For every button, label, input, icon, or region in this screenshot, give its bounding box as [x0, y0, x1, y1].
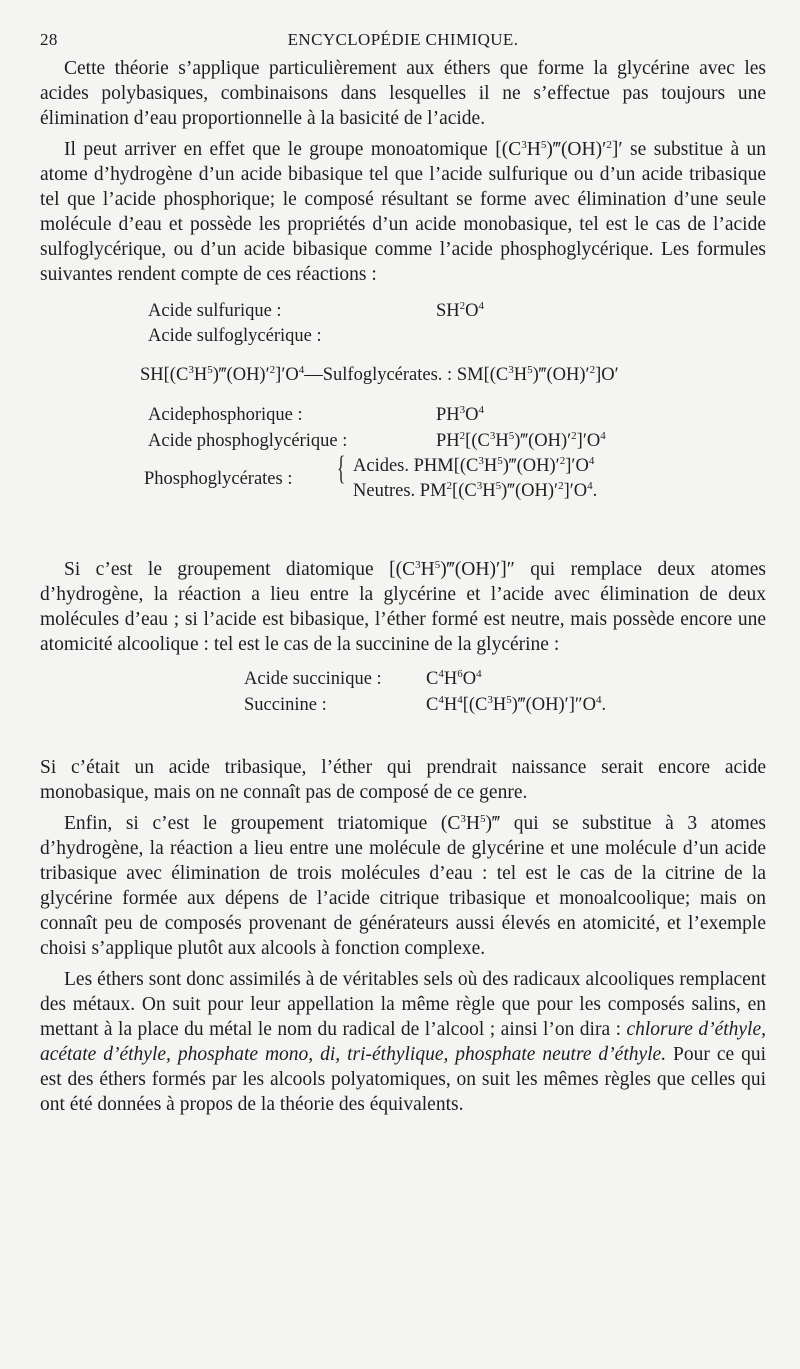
succinic-formulas	[40, 663, 766, 755]
page-number: 28	[40, 30, 58, 49]
paragraph-2: Il peut arriver en effet que le groupe monoatomique $[(C^3H^5)‴(OH)'^2]'$ se substitue à un atome d’hydrogène d’un acide bibasique tel que l’acide sulfurique ou d’un acide tribasique tel que l’acide phosphorique; le composé résultant se forme avec élimination d’une seule molécule d’eau et possède les propriétés d’un acide monobasique, tel est le cas de l’acide sulfoglycérique, ou d’un acide bibasique comme l’acide phosphoglycérique. Les formules suivantes rendent compte de ces réactions :	[40, 139, 766, 285]
formula-sh2o4: $SH^2O^4$	[436, 300, 485, 321]
page-header	[40, 26, 766, 56]
label-acide-phosphoglycerique: Acide phosphoglycérique :	[148, 431, 348, 451]
formula-succinine: $C^4H^4[(C^3H^5)‴(OH)']''O^4$.	[426, 694, 607, 715]
formula-phosphoglycerique: $PH^2[(C^3H^5)‴(OH)'^2]'O^4$	[436, 430, 606, 451]
formula-ph3o4: $PH^3O^4$	[436, 404, 485, 425]
phosphoglycerates-acides: Acides. $PHM[(C^3H^5)‴(OH)'^2]'O^4$	[353, 455, 595, 476]
label-acide-phosphorique: Acidephosphorique :	[148, 405, 303, 425]
label-phosphoglycerates: Phosphoglycérates :	[144, 469, 293, 489]
paragraph-3: Si c’est le groupement diatomique $[(C^3H^5)‴(OH)']''$ qui remplace deux atomes d’hydrogène, la réaction a lieu entre la glycérine et l’acide avec élimination de deux molécules d’eau ; si l’acide est bibasique, l’éther formé est neutre, mais possède encore une atomicité alcoolique : tel est le cas de la succinine de la glycérine :	[40, 559, 766, 655]
page	[40, 26, 766, 1117]
paragraph-1: Cette théorie s’applique particulièrement aux éthers que forme la glycérine avec les acides polybasiques, combinaisons dans lesquelles il ne s’effectue pas toujours une élimination d’eau proportionnelle à la basicité de l’acide.	[40, 58, 766, 129]
paragraph-4: Si c’était un acide tribasique, l’éther qui prendrait naissance serait encore acide monobasique, mais on ne connaît pas de composé de ce genre.	[40, 757, 766, 803]
label-succinine: Succinine :	[244, 695, 327, 715]
brace: {	[337, 450, 346, 487]
label-acide-succinique: Acide succinique :	[244, 669, 382, 689]
sulfoglycerate-line: $SH[(C^3H^5)‴(OH)'^2]'O^4—Sulfoglycérates$. : $SM[(C^3H^5)‴(OH)'^2]O'$	[140, 364, 619, 385]
paragraph-6: Les éthers sont donc assimilés à de véritables sels où des radicaux alcooliques remplacent des métaux. On suit pour leur appellation la même règle que pour les composés salins, en mettant à la place du métal le nom du radical de l’alcool ; ainsi l’on dira : chlorure d’éthyle, acétate d’éthyle, phosphate mono, di, tri-éthylique, phosphate neutre d’éthyle. Pour ce qui est des éthers formés par les alcools polyatomiques, on suit les mêmes règles que celles qui ont été données à propos de la théorie des équivalents.	[40, 969, 767, 1115]
label-acide-sulfoglycerique: Acide sulfoglycérique :	[148, 326, 322, 346]
formula-c4h6o4: $C^4H^6O^4$	[426, 668, 482, 689]
sulfuric-formulas	[40, 295, 766, 557]
label-acide-sulfurique: Acide sulfurique :	[148, 301, 282, 321]
running-title: ENCYCLOPÉDIE CHIMIQUE.	[287, 30, 519, 49]
phosphoglycerates-neutres: Neutres. $PM^2[(C^3H^5)‴(OH)'^2]'O^4$.	[353, 480, 598, 501]
paragraph-5: Enfin, si c’est le groupement triatomique $(C^3H^5)‴$ qui se substitue à 3 atomes d’hydrogène, la réaction a lieu entre une molécule de glycérine et une molécule d’un acide tribasique avec élimination de trois molécules d’eau : tel est le cas de la citrine de la glycérine formée aux dépens de l’acide citrique tribasique et monoalcoolique; mais on connaît peu de composés provenant de générateurs aussi élevés en atomicité, et l’exemple choisi s’applique plutôt aux alcools à fonction complexe.	[40, 813, 767, 959]
